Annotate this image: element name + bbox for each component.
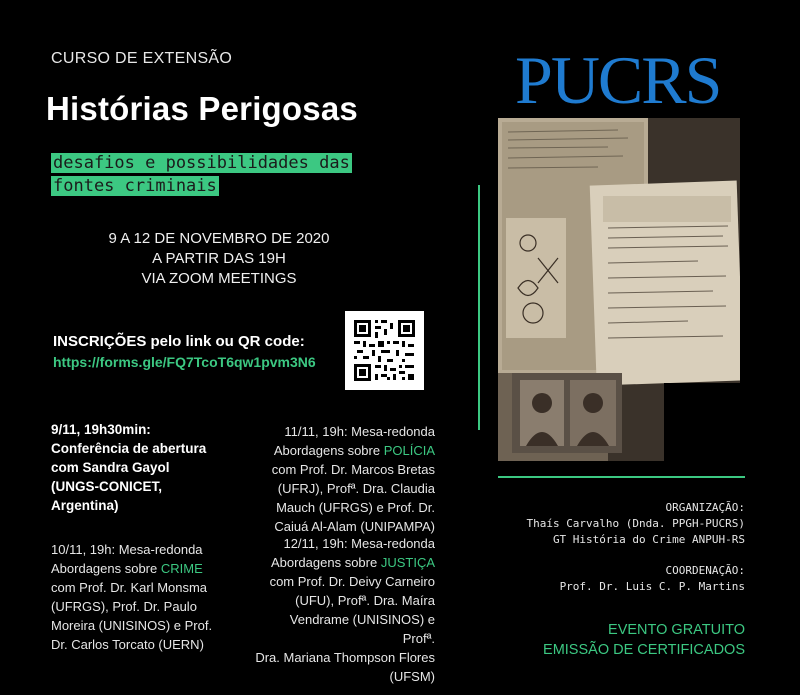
- event-topic: [265, 441, 435, 460]
- event-line: com Prof. Dr. Deivy Carneiro: [269, 574, 435, 589]
- qr-code-icon: [345, 311, 424, 390]
- registration-link[interactable]: https://forms.gle/FQ7TcoT6qw1pvm3N6: [53, 354, 316, 370]
- archive-photo: [498, 118, 740, 461]
- event-line: (UFRGS), Prof. Dr. Paulo: [51, 599, 197, 614]
- event-line: (UNGS-CONICET,: [51, 479, 162, 494]
- event-date: 12/11, 19h: Mesa-redonda: [283, 536, 435, 551]
- organizer-name: Thaís Carvalho (Dnda. PPGH-PUCRS): [526, 517, 745, 530]
- spacer: [500, 548, 745, 563]
- coordinator-name: Prof. Dr. Luis C. P. Martins: [559, 580, 745, 593]
- event-line: (UFSM): [389, 669, 435, 684]
- coordination-label: COORDENAÇÃO:: [665, 564, 745, 577]
- event-opening: [51, 420, 251, 515]
- topic-highlight: JUSTIÇA: [380, 555, 435, 570]
- event-date: 9/11, 19h30min:: [51, 422, 151, 437]
- archive-document-image: [498, 118, 740, 461]
- registration: [53, 332, 316, 372]
- event-line: com Sandra Gayol: [51, 460, 170, 475]
- platform-line: VIA ZOOM MEETINGS: [141, 270, 297, 287]
- event-date: 10/11, 19h: Mesa-redonda: [51, 542, 203, 557]
- organization-label: ORGANIZAÇÃO:: [665, 501, 745, 514]
- event-line: Mauch (UFRGS) e Prof. Dr.: [276, 500, 435, 515]
- event-line: Argentina): [51, 498, 119, 513]
- time-line: A PARTIR DAS 19H: [152, 250, 286, 267]
- event-line: (UFU), Profª. Dra. Maíra: [295, 593, 435, 608]
- footer-notice: [500, 620, 745, 660]
- event-topic-prefix: Abordagens sobre: [270, 555, 381, 570]
- pucrs-logo: PUCRS: [515, 42, 721, 118]
- event-date: 11/11, 19h: Mesa-redonda: [284, 424, 435, 439]
- page-title: Histórias Perigosas: [46, 90, 358, 127]
- subtitle-text: desafios e possibilidades das fontes criminais: [53, 153, 350, 196]
- certificate-label: EMISSÃO DE CERTIFICADOS: [543, 642, 745, 658]
- registration-label: INSCRIÇÕES pelo link ou QR code:: [53, 333, 305, 350]
- divider-horizontal: [498, 476, 745, 478]
- free-event-label: EVENTO GRATUITO: [608, 622, 745, 638]
- organization-block: [500, 500, 745, 595]
- divider-vertical: [478, 185, 480, 430]
- event-justica: [255, 534, 435, 686]
- event-line: Dr. Carlos Torcato (UERN): [51, 637, 204, 652]
- event-line: Vendrame (UNISINOS) e Profª.: [289, 612, 435, 646]
- event-line: Dra. Mariana Thompson Flores: [255, 650, 435, 665]
- event-topic-prefix: Abordagens sobre: [273, 443, 384, 458]
- subtitle: [51, 152, 381, 198]
- event-policia: [265, 422, 435, 536]
- organizer-group: GT História do Crime ANPUH-RS: [552, 533, 745, 546]
- event-dates: [60, 229, 378, 289]
- event-line: com Prof. Dr. Karl Monsma: [51, 580, 208, 595]
- event-line: (UFRJ), Profª. Dra. Claudia: [277, 481, 435, 496]
- event-line: Moreira (UNISINOS) e Prof.: [51, 618, 213, 633]
- dates-line: 9 A 12 DE NOVEMBRO DE 2020: [108, 230, 330, 247]
- qr-code: [345, 311, 424, 390]
- event-line: Caiuá Al-Alam (UNIPAMPA): [274, 519, 435, 534]
- event-crime: [51, 540, 261, 654]
- event-line: com Prof. Dr. Marcos Bretas: [271, 462, 435, 477]
- event-topic: [255, 553, 435, 572]
- event-topic-prefix: Abordagens sobre: [51, 561, 161, 576]
- course-kicker: CURSO DE EXTENSÃO: [51, 50, 233, 67]
- event-topic: [51, 559, 261, 578]
- topic-highlight: CRIME: [160, 561, 203, 576]
- topic-highlight: POLÍCIA: [383, 443, 435, 458]
- event-line: Conferência de abertura: [51, 441, 207, 456]
